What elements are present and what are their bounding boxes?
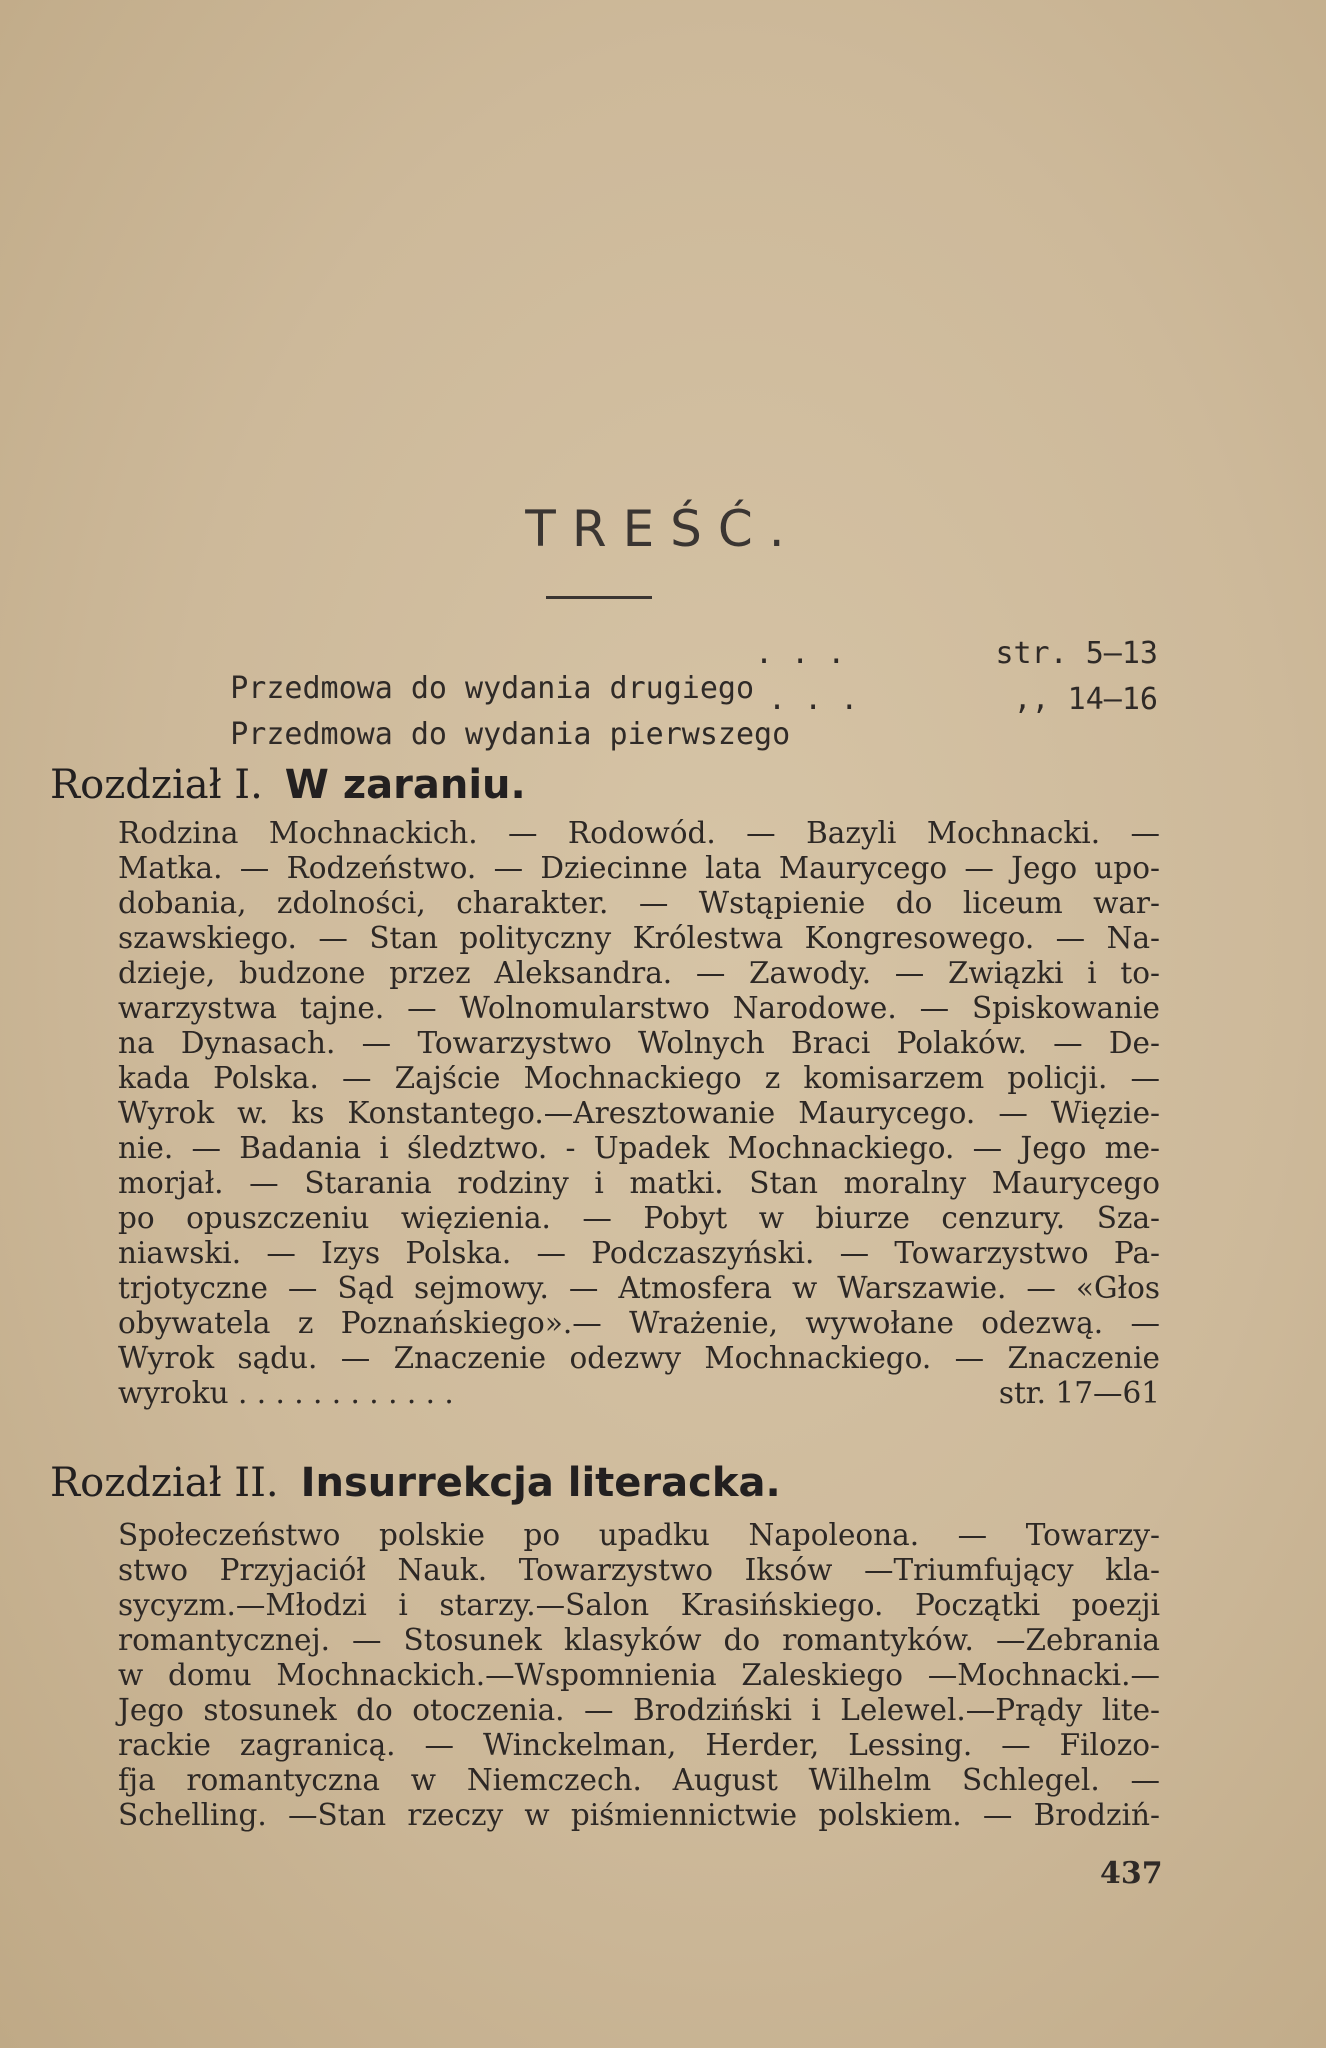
summary-line: po opuszczeniu więzienia. — Pobyt w biurze cenzury. Sza- (118, 1201, 1160, 1235)
toc-entry-label: Przedmowa do wydania pierwszego (230, 717, 791, 752)
summary-line: romantycznej. — Stosunek klasyków do romantyków. —Zebrania (118, 1623, 1160, 1657)
summary-line: obywatela z Poznańskiego».— Wrażenie, wywołane odezwą. — (118, 1306, 1160, 1340)
summary-line: na Dynasach. — Towarzystwo Wolnych Braci Polaków. — De- (118, 1026, 1160, 1060)
toc-leader-dots: . . . (755, 636, 846, 671)
summary-line: w domu Mochnackich.—Wspomnienia Zaleskiego —Mochnacki.— (118, 1658, 1160, 1692)
summary-final-line (118, 1376, 1160, 1411)
toc-page-ref: str. 5—13 (995, 636, 1158, 671)
chapter-1-summary (118, 816, 1160, 1411)
chapter-page-ref: str. 17—61 (998, 1376, 1160, 1410)
summary-line: kada Polska. — Zajście Mochnackiego z komisarzem policji. — (118, 1061, 1160, 1095)
chapter-name: Insurrekcja literacka. (300, 1460, 781, 1506)
summary-line: trjotyczne — Sąd sejmowy. — Atmosfera w Warszawie. — «Głos (118, 1271, 1160, 1305)
summary-line: rackie zagranicą. — Winckelman, Herder, Lessing. — Filozo- (118, 1728, 1160, 1762)
summary-line: nie. — Badania i śledztwo. - Upadek Mochnackiego. — Jego me- (118, 1131, 1160, 1165)
summary-line: Matka. — Rodzeństwo. — Dziecinne lata Maurycego — Jego upo- (118, 851, 1160, 885)
chapter-2-summary (118, 1518, 1160, 1833)
toc-page-ref: ,, 14—16 (1013, 682, 1158, 717)
summary-line: dzieje, budzone przez Aleksandra. — Zawody. — Związki i to- (118, 956, 1160, 990)
summary-line: stwo Przyjaciół Nauk. Towarzystwo Iksów —Triumfujący kla- (118, 1553, 1160, 1587)
summary-line: morjał. — Starania rodziny i matki. Stan moralny Maurycego (118, 1166, 1160, 1200)
page-title: TREŚĆ. (525, 500, 801, 558)
summary-line: wyroku . . . . . . . . . . . . (118, 1376, 454, 1410)
toc-leader-dots: . . . (768, 682, 859, 717)
summary-line: Wyrok w. ks Konstantego.—Aresztowanie Maurycego. — Więzie- (118, 1096, 1160, 1130)
chapter-name: W zaraniu. (284, 762, 526, 808)
summary-line: Jego stosunek do otoczenia. — Brodziński i Lelewel.—Prądy lite- (118, 1693, 1160, 1727)
summary-line: warzystwa tajne. — Wolnomularstwo Narodowe. — Spiskowanie (118, 991, 1160, 1025)
summary-line: dobania, zdolności, charakter. — Wstąpienie do liceum war- (118, 886, 1160, 920)
summary-line: Społeczeństwo polskie po upadku Napoleona. — Towarzy- (118, 1518, 1160, 1552)
chapter-number: Rozdział I. (50, 762, 263, 808)
toc-entry-label: Przedmowa do wydania drugiego (230, 671, 755, 706)
summary-line: Schelling. —Stan rzeczy w piśmiennictwie polskiem. — Brodziń- (118, 1798, 1160, 1832)
summary-line: szawskiego. — Stan polityczny Królestwa Kongresowego. — Na- (118, 921, 1160, 955)
summary-line: Wyrok sądu. — Znaczenie odezwy Mochnackiego. — Znaczenie (118, 1341, 1160, 1375)
summary-line: niawski. — Izys Polska. — Podczaszyński. — Towarzystwo Pa- (118, 1236, 1160, 1270)
summary-line: fja romantyczna w Niemczech. August Wilhelm Schlegel. — (118, 1763, 1160, 1797)
summary-line: sycyzm.—Młodzi i starzy.—Salon Krasińskiego. Początki poezji (118, 1588, 1160, 1622)
chapter-number: Rozdział II. (50, 1460, 279, 1506)
title-rule (546, 596, 652, 599)
chapter-2-heading (50, 1460, 1150, 1506)
chapter-1-heading (50, 762, 1150, 808)
summary-line: Rodzina Mochnackich. — Rodowód. — Bazyli Mochnacki. — (118, 816, 1160, 850)
page-number: 437 (1100, 1856, 1163, 1891)
